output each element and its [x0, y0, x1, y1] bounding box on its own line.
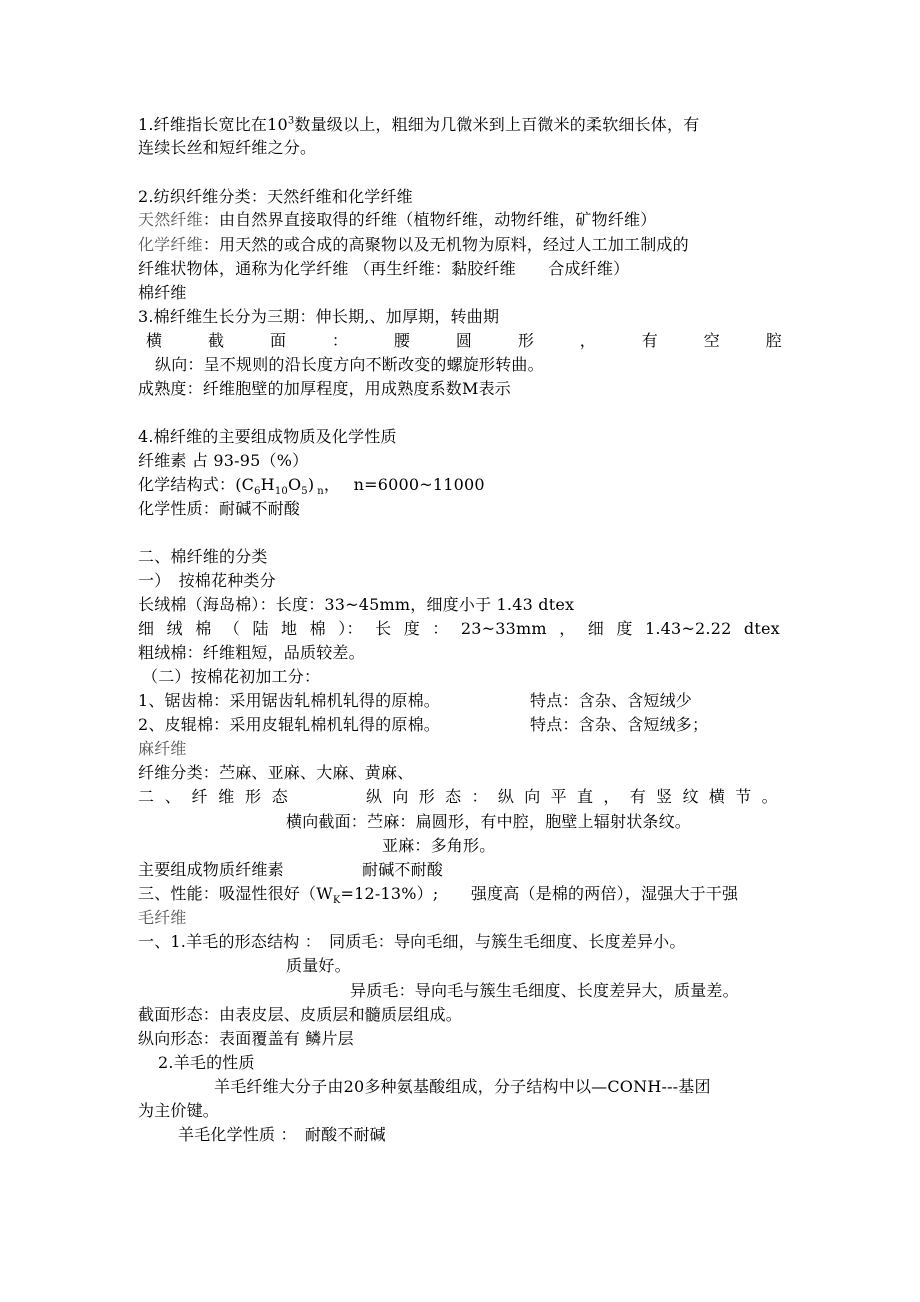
wool-chem-property: 羊毛化学性质 ： 耐酸不耐碱	[178, 1125, 386, 1144]
hemp-longitudinal	[366, 786, 778, 808]
word: 度	[616, 619, 633, 638]
heading-wool: 毛纤维	[138, 908, 187, 927]
text: 数量级以上，粗细为几微米到上百微米的柔软细长体，有	[294, 115, 700, 134]
char: 纵	[366, 787, 383, 806]
char: 有	[629, 787, 646, 806]
char: 形	[517, 331, 535, 350]
text: H	[260, 475, 275, 494]
wool-cross-section: 截面形态：由表皮层、皮质层和髓质层组成。	[138, 1005, 463, 1024]
word: 1.43~2.22	[645, 619, 732, 638]
chem-fiber-line-cont: 纤维状物体，通称为化学纤维 （再生纤维：黏胶纤维 合成纤维）	[138, 259, 630, 278]
long-staple-cotton: 长绒棉（海岛棉）：长度：33~45mm，细度小于 1.43 dtex	[138, 595, 575, 614]
word: （	[223, 619, 241, 638]
roller-gin-feature: 特点：含杂、含短绒多；	[530, 715, 709, 734]
cellulose-content: 纤维素 占 93-95（%）	[138, 451, 309, 470]
subscript: K	[332, 895, 341, 907]
cotton-cross-section	[146, 330, 782, 352]
hemp-cross-section: 横向截面：苎麻：扁圆形，有中腔，胞壁上辐射状条纹。	[286, 812, 692, 831]
char: 向	[524, 787, 541, 806]
word: 长	[375, 619, 392, 638]
char: 圆	[455, 331, 473, 350]
wool-molecule-cont: 为主价键。	[138, 1101, 220, 1120]
word: 23~33mm	[460, 619, 547, 638]
text: 1.纤维指长宽比在10	[138, 115, 288, 134]
para-fiber-definition	[138, 114, 699, 136]
char: 纤	[191, 787, 208, 806]
chemical-formula	[138, 474, 485, 496]
hemp-types: 纤维分类：苎麻、亚麻、大麻、黄麻、	[138, 763, 414, 782]
word: dtex	[743, 619, 780, 638]
cotton-chem-property: 化学性质：耐碱不耐酸	[138, 499, 301, 518]
char: ，	[603, 787, 620, 806]
wool-quality: 质量好。	[286, 956, 351, 975]
wool-property-title: 2.羊毛的性质	[158, 1053, 255, 1072]
hemp-composition-property: 耐碱不耐酸	[362, 860, 444, 879]
char: 、	[164, 787, 181, 806]
superscript: 3	[287, 115, 295, 127]
wool-morphology: 一、1.羊毛的形态结构 ： 同质毛：导向毛细，与簇生毛细度、长度差异小。	[138, 932, 686, 951]
wool-longitudinal: 纵向形态：表面覆盖有 鳞片层	[138, 1029, 354, 1048]
heading-cotton-classify: 二、棉纤维的分类	[138, 547, 268, 566]
cotton-growth: 3.棉纤维生长分为三期：伸长期,、加厚期，转曲期	[138, 307, 500, 326]
text: )	[307, 475, 315, 494]
char: 纵	[497, 787, 515, 806]
char: 截	[207, 331, 225, 350]
char: 向	[392, 787, 409, 806]
char: 节	[735, 787, 752, 806]
char: ：	[331, 331, 349, 350]
roller-gin-cotton: 2、皮辊棉：采用皮辊轧棉机轧得的原棉。	[138, 715, 440, 734]
wool-heterogeneous: 异质毛：导向毛与簇生毛细度、长度差异大，质量差。	[350, 981, 739, 1000]
word: 度	[403, 619, 420, 638]
text: O	[287, 475, 302, 494]
hemp-morph-label	[138, 786, 288, 808]
coarse-staple-cotton: 粗绒棉：纤维粗短，品质较差。	[138, 643, 365, 662]
char: 腰	[393, 331, 411, 350]
word: 棉	[195, 619, 212, 638]
char: 纹	[682, 787, 699, 806]
flax-cross-section: 亚麻：多角形。	[382, 836, 496, 855]
subscript: 6	[254, 486, 261, 498]
char: 维	[218, 787, 235, 806]
cotton-maturity: 成熟度：纤维胞壁的加厚程度，用成熟度系数M表示	[138, 379, 511, 398]
char: 平	[550, 787, 567, 806]
char: 态	[271, 787, 288, 806]
para-fiber-definition-cont: 连续长丝和短纤维之分。	[138, 138, 317, 157]
hemp-performance	[138, 883, 738, 905]
char: 态	[445, 787, 462, 806]
char: 。	[761, 787, 778, 806]
hemp-composition: 主要组成物质纤维素	[138, 860, 284, 879]
saw-gin-feature: 特点：含杂、含短绒少	[530, 691, 693, 710]
char: 有	[641, 331, 658, 350]
heading-classification: 2.纺织纤维分类：天然纤维和化学纤维	[138, 187, 413, 206]
char: 横	[708, 787, 726, 806]
word: ：	[432, 619, 449, 638]
subheading-by-process: （二）按棉花初加工分：	[142, 667, 321, 686]
char: 空	[703, 331, 720, 350]
saw-gin-cotton: 1、锯齿棉：采用锯齿轧棉机轧得的原棉。	[138, 691, 440, 710]
chem-fiber-text: ：用天然的或合成的高聚物以及无机物为原料，经过人工加工制成的	[202, 235, 689, 254]
word: 细	[138, 619, 155, 638]
fine-staple-cotton	[138, 618, 780, 640]
subheading-by-species: 一） 按棉花种类分	[138, 571, 276, 590]
char: 形	[418, 787, 435, 806]
char: 竖	[656, 787, 673, 806]
char: 二	[138, 787, 155, 806]
cotton-longitudinal: 纵向：呈不规则的沿长度方向不断改变的螺旋形转曲。	[155, 355, 544, 374]
text: =12-13%）; 强度高（是棉的两倍），湿强大于干强	[340, 884, 739, 903]
heading-cotton: 棉纤维	[138, 283, 187, 302]
char: ，	[579, 331, 596, 350]
subscript: 10	[274, 486, 288, 498]
word: 地	[281, 619, 298, 638]
char: 形	[245, 787, 262, 806]
word: ，	[559, 619, 576, 638]
subscript: n	[317, 486, 324, 498]
word: ）：	[338, 619, 363, 638]
word: 绒	[166, 619, 183, 638]
word: 细	[587, 619, 604, 638]
char: 直	[577, 787, 594, 806]
text: ， n=6000~11000	[323, 475, 485, 494]
word: 棉	[309, 619, 326, 638]
natural-fiber-text: ：由自然界直接取得的纤维（植物纤维，动物纤维，矿物纤维）	[202, 210, 657, 229]
subscript: 5	[301, 486, 308, 498]
char: 面	[269, 331, 287, 350]
chem-fiber-label: 化学纤维	[138, 235, 203, 254]
heading-cotton-composition: 4.棉纤维的主要组成物质及化学性质	[138, 427, 397, 446]
word: 陆	[252, 619, 269, 638]
text: 三、性能：吸湿性很好（W	[138, 884, 333, 903]
natural-fiber-label: 天然纤维	[138, 210, 203, 229]
heading-hemp: 麻纤维	[138, 739, 187, 758]
wool-molecule: 羊毛纤维大分子由20多种氨基酸组成，分子结构中以—CONH---基团	[214, 1077, 711, 1096]
natural-fiber-line	[138, 209, 656, 231]
text: 化学结构式：(C	[138, 475, 255, 494]
char: 腔	[765, 331, 782, 350]
chem-fiber-line	[138, 234, 689, 256]
char: ：	[471, 787, 488, 806]
char: 横	[146, 331, 163, 350]
